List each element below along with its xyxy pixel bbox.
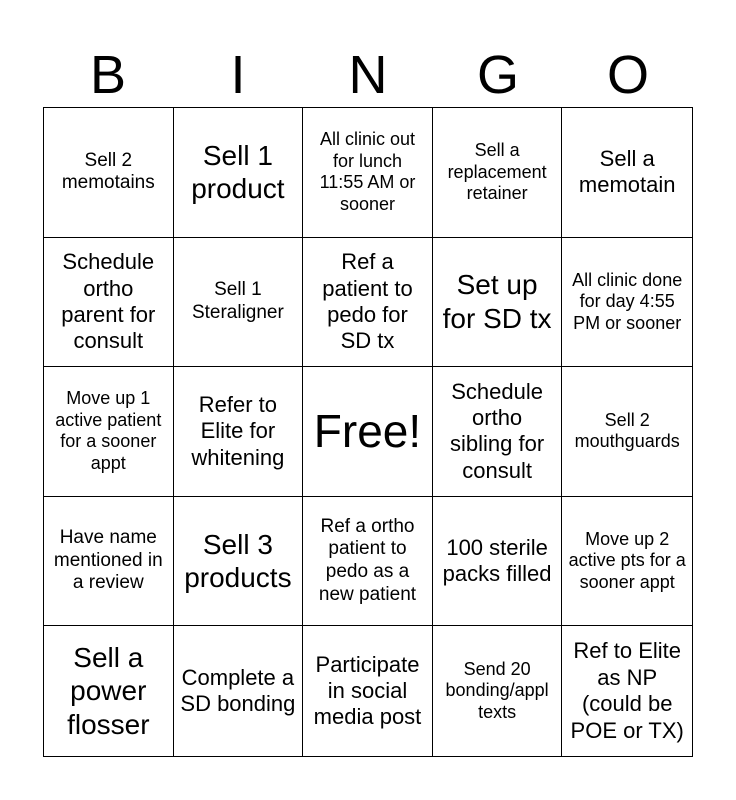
bingo-cell[interactable]: Sell 2 mouthguards bbox=[562, 367, 692, 497]
bingo-cell[interactable]: Move up 2 active pts for a sooner appt bbox=[562, 497, 692, 627]
bingo-cell[interactable]: Ref a ortho patient to pedo as a new patient bbox=[303, 497, 433, 627]
bingo-cell[interactable]: All clinic out for lunch 11:55 AM or sooner bbox=[303, 108, 433, 238]
bingo-cell[interactable]: Schedule ortho parent for consult bbox=[44, 238, 174, 368]
header-letter-g: G bbox=[476, 45, 519, 105]
bingo-header bbox=[43, 44, 693, 106]
bingo-cell[interactable]: 100 sterile packs filled bbox=[433, 497, 563, 627]
bingo-cell[interactable]: Ref to Elite as NP (could be POE or TX) bbox=[570, 638, 684, 743]
bingo-cell[interactable]: All clinic done for day 4:55 PM or sooner bbox=[562, 238, 692, 368]
bingo-cell[interactable]: Ref a patient to pedo for SD tx bbox=[303, 238, 433, 368]
bingo-cell[interactable]: Sell a replacement retainer bbox=[433, 108, 563, 238]
bingo-cell[interactable]: Participate in social media post bbox=[303, 626, 433, 756]
bingo-cell[interactable]: Sell 1 Steraligner bbox=[174, 238, 304, 368]
bingo-cell[interactable]: Send 20 bonding/appl texts bbox=[433, 626, 563, 756]
bingo-cell[interactable]: Sell 2 memotains bbox=[44, 108, 174, 238]
bingo-cell[interactable]: Refer to Elite for whitening bbox=[174, 367, 304, 497]
bingo-cell[interactable]: Sell 3 products bbox=[174, 497, 304, 627]
header-letter-i: I bbox=[230, 45, 246, 105]
bingo-cell[interactable]: Complete a SD bonding bbox=[174, 626, 304, 756]
header-letter-o: O bbox=[606, 45, 649, 105]
bingo-cell[interactable]: Move up 1 active patient for a sooner appt bbox=[44, 367, 174, 497]
bingo-cell[interactable]: Sell 1 product bbox=[174, 108, 304, 238]
bingo-cell[interactable]: Set up for SD tx bbox=[433, 238, 563, 368]
bingo-board bbox=[43, 107, 693, 757]
header-letter-b: B bbox=[89, 45, 127, 105]
bingo-cell[interactable]: Have name mentioned in a review bbox=[44, 497, 174, 627]
bingo-cell[interactable]: Sell a memotain bbox=[562, 108, 692, 238]
bingo-cell[interactable]: Schedule ortho sibling for consult bbox=[433, 367, 563, 497]
header-letter-n: N bbox=[348, 45, 388, 105]
free-cell[interactable]: Free! bbox=[303, 367, 433, 497]
bingo-cell[interactable]: Sell a power flosser bbox=[44, 626, 174, 756]
